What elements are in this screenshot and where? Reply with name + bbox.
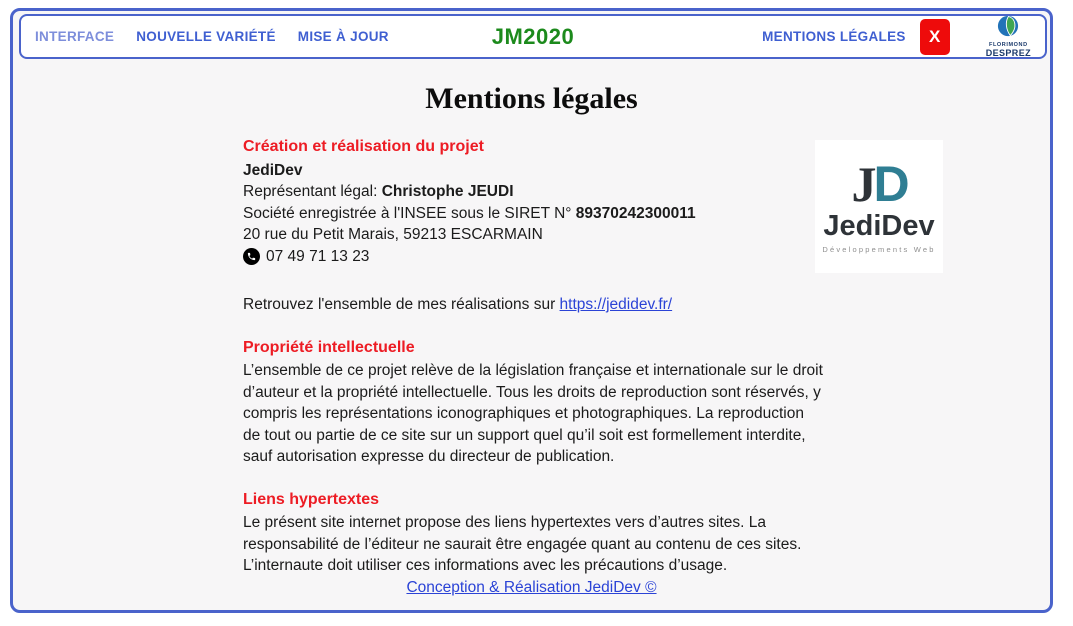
rep-name: Christophe JEUDI	[381, 183, 514, 200]
liens-paragraph: Le présent site internet propose des liens hypertextes vers d’autres sites. La responsabilité de l’éditeur ne saurait être engagée quant au contenu de ces sites. L’internaute doit utiliser ces informations avec les précautions d’usage.	[243, 514, 802, 574]
nav-item-mentions-legales[interactable]: MENTIONS LÉGALES	[762, 29, 906, 44]
footer-credit-link[interactable]: Conception & Réalisation JediDev ©	[406, 579, 657, 596]
jedidev-logo	[815, 140, 943, 273]
address-line: 20 rue du Petit Marais, 59213 ESCARMAIN	[243, 226, 543, 243]
nav-item-nouvelle-variete[interactable]: NOUVELLE VARIÉTÉ	[136, 29, 276, 44]
footer	[13, 579, 1050, 597]
jedidev-logo-tagline: Développements Web	[822, 245, 936, 255]
florimond-leaf-icon	[997, 15, 1019, 41]
legal-representative-line	[243, 181, 823, 203]
nav-right-group	[762, 15, 1035, 58]
siret-label: Société enregistrée à l'INSEE sous le SIRET N°	[243, 204, 576, 222]
monogram-d: D	[873, 155, 907, 212]
nav-left-group	[35, 29, 389, 44]
florimond-desprez-logo	[986, 15, 1031, 58]
close-button[interactable]: X	[920, 19, 950, 55]
phone-number: 07 49 71 13 23	[266, 247, 370, 265]
siret-line	[243, 203, 823, 225]
legal-content	[243, 136, 823, 577]
rep-label: Représentant légal:	[243, 183, 382, 200]
siret-number: 89370242300011	[575, 204, 696, 222]
phone-line	[243, 246, 823, 268]
app-title: JM2020	[491, 23, 575, 49]
page-title: Mentions légales	[425, 82, 638, 115]
brand-name-bottom: DESPREZ	[985, 47, 1031, 58]
portfolio-text: Retrouvez l'ensemble de mes réalisations sur	[243, 296, 560, 313]
phone-icon	[243, 248, 260, 265]
top-navbar	[19, 14, 1047, 59]
app-window	[10, 8, 1053, 613]
company-name: JediDev	[243, 161, 303, 179]
brand-name-top: FLORIMOND	[988, 42, 1028, 49]
section-heading-creation: Création et réalisation du projet	[243, 138, 484, 155]
section-heading-propriete: Propriété intellectuelle	[243, 338, 415, 356]
nav-item-interface[interactable]: INTERFACE	[35, 29, 115, 44]
propriete-paragraph: L’ensemble de ce projet relève de la législation française et internationale sur le droit d’auteur et la propriété intellectuelle. Tous les droits de reproduction sont réservés, y compris les représentations iconographiques et photographiques. La reproduction de tout ou partie de ce site sur un support quel qu’il soit est formellement interdite, sauf autorisation expresse du directeur de publication.	[243, 362, 823, 465]
jedidev-website-link[interactable]: https://jedidev.fr/	[559, 296, 673, 313]
jedidev-logo-name: JediDev	[823, 209, 935, 242]
portfolio-line	[243, 294, 823, 316]
nav-item-mise-a-jour[interactable]: MISE À JOUR	[297, 29, 389, 44]
jedidev-monogram-icon	[851, 155, 907, 212]
monogram-j: J	[851, 155, 874, 212]
section-heading-liens: Liens hypertextes	[243, 490, 380, 508]
